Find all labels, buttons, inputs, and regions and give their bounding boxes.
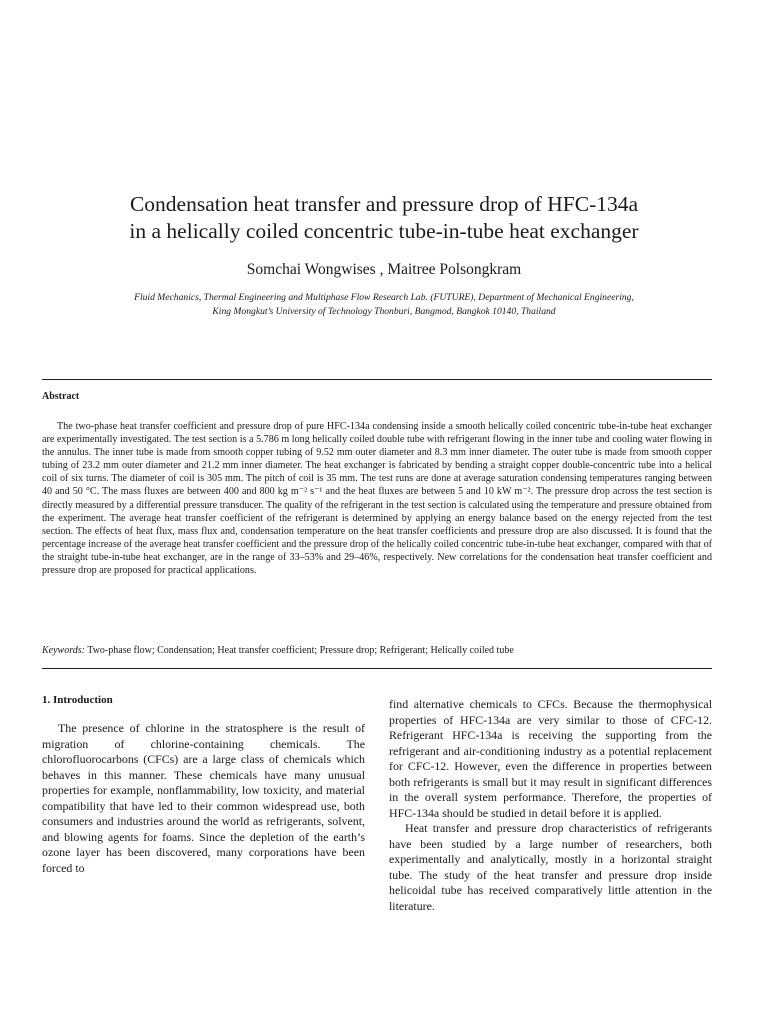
right-column <box>389 697 712 914</box>
keywords-label: Keywords: <box>42 645 85 656</box>
abstract-heading: Abstract <box>42 391 80 402</box>
affiliation-line-2: King Mongkut’s University of Technology Thonburi, Bangmod, Bangkok 10140, Thailand <box>212 306 556 317</box>
intro-paragraph-2: Heat transfer and pressure drop characteristics of refrigerants have been studied by a large number of researchers, both experimentally and analytically, mostly in a horizontal straight tube. The study of the heat transfer and pressure drop inside helicoidal tube has received comparatively little attention in the literature. <box>389 821 712 913</box>
abstract-bottom-divider <box>42 668 712 669</box>
left-column <box>42 693 365 876</box>
intro-paragraph-1-continued: find alternative chemicals to CFCs. Because the thermophysical properties of HFC-134a are very similar to those of CFC-12. Refrigerant HFC-134a is receiving the supporting from the refrigerant and air-conditioning industry as a potential replacement for CFC-12. However, even the difference in properties between both refrigerants is small but it may result in significant differences in the overall system performance. Therefore, the properties of HFC-134a should be studied in detail before it is applied. <box>389 697 712 820</box>
abstract-text: The two-phase heat transfer coefficient and pressure drop of pure HFC-134a condensing inside a smooth helically coiled concentric tube-in-tube heat exchanger are experimentally investigated. The test section is a 5.786 m long helically coiled double tube with refrigerant flowing in the inner tube and cooling water flowing in the annulus. The inner tube is made from smooth copper tubing of 9.52 mm outer diameter and 8.3 mm inner diameter. The outer tube is made from smooth copper tubing of 23.2 mm outer diameter and 21.2 mm inner diameter. The heat exchanger is fabricated by bending a straight copper double-concentric tube into a helical coil of six turns. The diameter of coil is 305 mm. The pitch of coil is 35 mm. The test runs are done at average saturation condensing temperatures ranging between 40 and 50 °C. The mass fluxes are between 400 and 800 kg m⁻² s⁻¹ and the heat fluxes are between 5 and 10 kW m⁻². The pressure drop across the test section is directly measured by a differential pressure transducer. The quality of the refrigerant in the test section is calculated using the temperature and pressure obtained from the experiment. The average heat transfer coefficient of the refrigerant is determined by applying an energy balance based on the energy rejected from the test section. The effects of heat flux, mass flux and, condensation temperature on the heat transfer coefficients and pressure drop are also discussed. It is found that the percentage increase of the average heat transfer coefficient and the pressure drop of the helically coiled concentric tube-in-tube heat exchanger, compared with that of the straight tube-in-tube heat exchanger, are in the range of 33–53% and 29–46%, respectively. New correlations for the condensation heat transfer coefficient and pressure drop are proposed for practical applications. <box>42 421 712 577</box>
keywords-text: Two-phase flow; Condensation; Heat transfer coefficient; Pressure drop; Refrigerant; Helically coiled tube <box>87 645 514 656</box>
section-heading-introduction: 1. Introduction <box>42 694 113 706</box>
authors: Somchai Wongwises , Maitree Polsongkram <box>246 261 522 278</box>
affiliation-line-1: Fluid Mechanics, Thermal Engineering and Multiphase Flow Research Lab. (FUTURE), Department of Mechanical Engineering, <box>134 292 634 303</box>
title-line-1: Condensation heat transfer and pressure drop of HFC-134a <box>129 192 639 216</box>
intro-paragraph-1: The presence of chlorine in the stratosphere is the result of migration of chlorine-containing chemicals. The chlorofluorocarbons (CFCs) are a large class of chemicals which behaves in this manner. These chemicals have many unusual properties for example, nonflammability, low toxicity, and material compatibility that have led to their common widespread use, both consumers and industries around the world as refrigerants, solvent, and blowing agents for foams. Since the depletion of the earth’s ozone layer has been discovered, many corporations have been forced to <box>42 721 365 875</box>
keywords <box>42 644 712 657</box>
abstract-top-divider <box>42 379 712 380</box>
affiliation <box>40 291 728 319</box>
paper-title <box>40 191 728 245</box>
title-line-2: in a helically coiled concentric tube-in-tube heat exchanger <box>129 219 639 243</box>
